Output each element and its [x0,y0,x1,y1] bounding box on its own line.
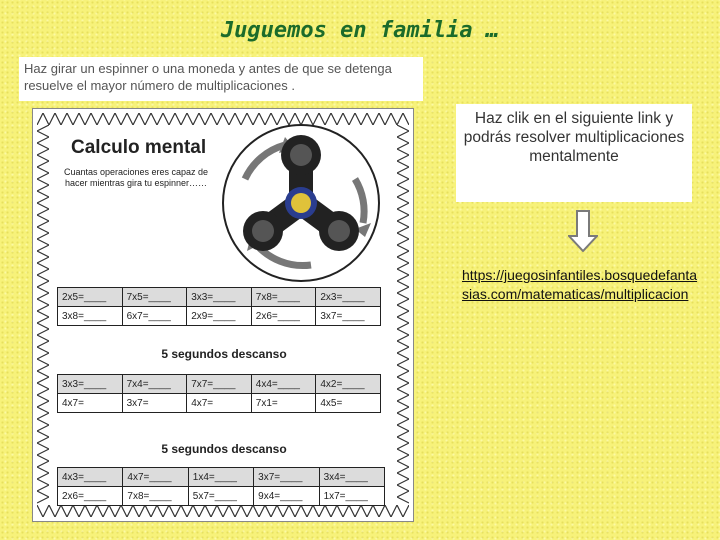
call-to-action-text: Haz clik en el siguiente link y podrás resolver multiplicaciones mentalmente [463,110,685,165]
worksheet-title: Calculo mental [71,137,207,158]
exercise-cell: 4x7= [58,394,123,413]
exercise-cell: 3x3=____ [187,288,252,307]
exercise-cell: 4x5= [316,394,381,413]
exercise-cell: 3x7= [122,394,187,413]
instructions-text: Haz girar un espinner o una moneda y antes de que se detenga resuelve el mayor número de multiplicaciones . [24,61,392,93]
exercise-cell: 4x4=____ [251,375,316,394]
worksheet-border-bottom [37,505,409,517]
exercise-cell: 7x8=____ [251,288,316,307]
exercise-cell: 7x7=____ [187,375,252,394]
exercise-table-1 [57,287,381,326]
exercise-cell: 2x5=____ [58,288,123,307]
exercise-cell: 9x4=____ [254,487,319,506]
exercise-table-2 [57,374,381,413]
worksheet-subtitle: Cuantas operaciones eres capaz de hacer mientras gira tu espinner…… [63,167,209,188]
exercise-cell: 4x7=____ [123,468,188,487]
call-to-action-box [456,104,692,202]
worksheet-image [32,108,414,522]
exercise-cell: 1x7=____ [319,487,384,506]
fidget-spinner-icon [215,119,387,287]
exercise-cell: 2x3=____ [316,288,381,307]
exercise-cell: 4x7= [187,394,252,413]
page-title: Juguemos en familia … [220,18,500,43]
exercise-cell: 5x7=____ [188,487,253,506]
exercise-cell: 7x1= [251,394,316,413]
exercise-cell: 3x7=____ [316,307,381,326]
exercise-cell: 4x3=____ [58,468,123,487]
exercise-cell: 7x5=____ [122,288,187,307]
exercise-cell: 3x4=____ [319,468,384,487]
instructions-box [19,57,423,101]
exercise-cell: 3x7=____ [254,468,319,487]
exercise-cell: 6x7=____ [122,307,187,326]
exercise-cell: 2x6=____ [251,307,316,326]
exercise-cell: 2x9=____ [187,307,252,326]
exercise-cell: 3x8=____ [58,307,123,326]
exercise-cell: 3x3=____ [58,375,123,394]
rest-label: 5 segundos descanso [161,442,287,456]
exercise-cell: 7x4=____ [122,375,187,394]
exercise-cell: 1x4=____ [188,468,253,487]
exercise-cell: 2x6=____ [58,487,123,506]
exercise-cell: 7x8=____ [123,487,188,506]
down-arrow-icon [568,210,598,252]
exercise-table-3 [57,467,385,506]
exercise-cell: 4x2=____ [316,375,381,394]
rest-label: 5 segundos descanso [161,347,287,361]
multiplication-games-link[interactable]: https://juegosinfantiles.bosquedefantasias.com/matematicas/multiplicacion [462,267,698,302]
